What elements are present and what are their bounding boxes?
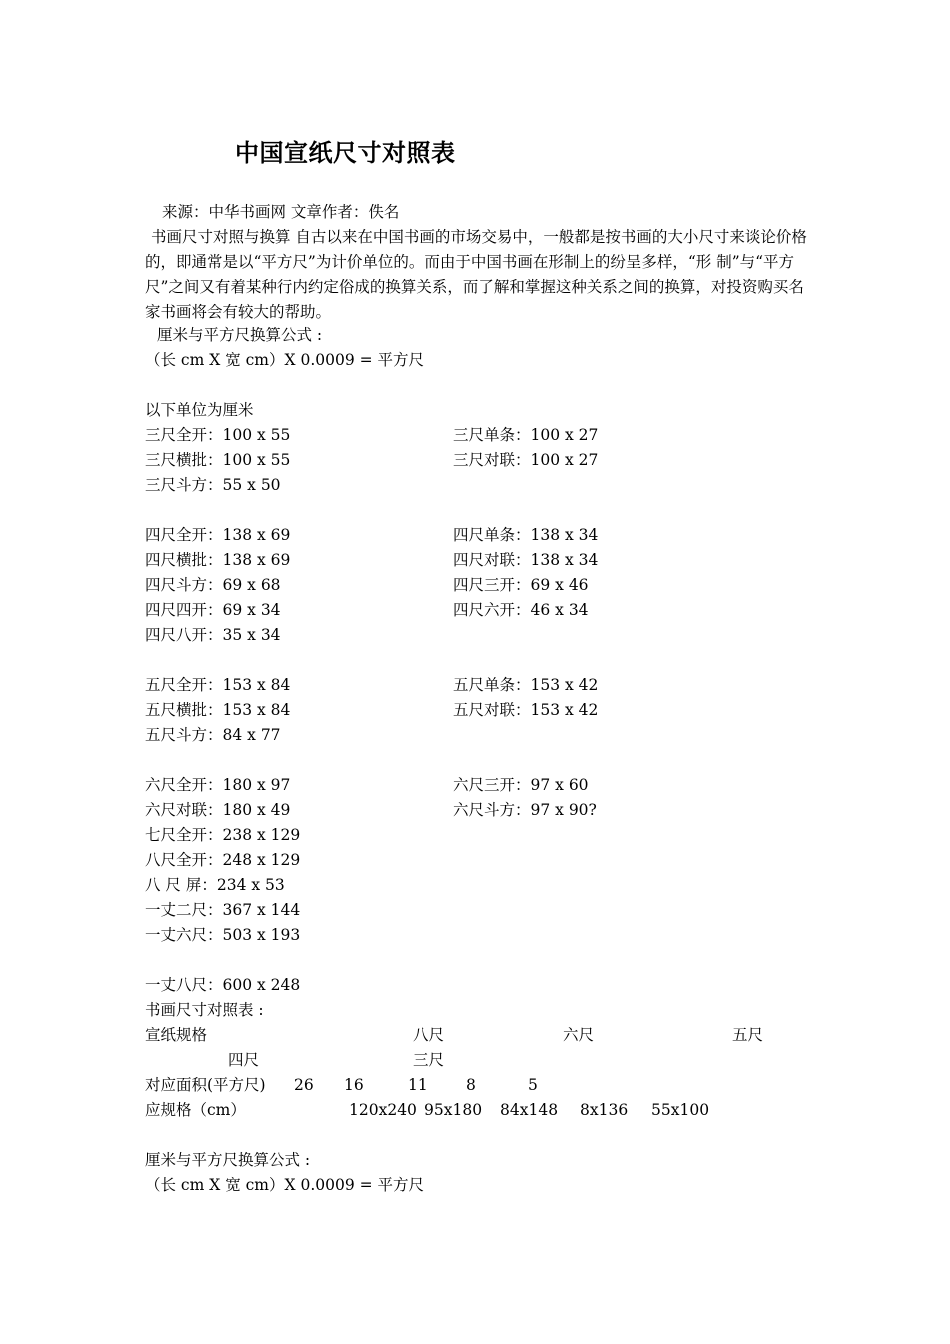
size-entry: 四尺八开：35 x 34 [145,626,281,644]
spec-cell: 五尺 [732,1026,764,1044]
size-entry: 一丈六尺：503 x 193 [145,926,301,944]
size-entry: 五尺全开：153 x 84 [145,676,291,694]
size-entry: 四尺单条：138 x 34 [453,526,599,544]
size-row [145,550,599,570]
size-row [145,600,589,620]
size-cell: 55x100 [651,1101,710,1119]
area-cell: 11 [408,1076,428,1094]
intro-paragraph: 书画尺寸对照与换算 自古以来在中国书画的市场交易中，一般都是按书画的大小尺寸来谈论价格的，即通常是以“平方尺”为计价单位的。而由于中国书画在形制上的纷呈多样，“形 制”与“平方尺”之间又有着某种行内约定俗成的换算关系，而了解和掌握这种关系之间的换算，对投资购买名家书画将会有较大的帮助。 [145,228,807,321]
size-entry: 六尺斗方：97 x 90? [453,801,597,819]
size-entry: 五尺斗方：84 x 77 [145,726,281,744]
formula-label-repeat: 厘米与平方尺换算公式 : [145,1151,311,1169]
area-label: 对应面积(平方尺) [145,1076,266,1094]
size-entry: 八 尺 屏：234 x 53 [145,876,285,894]
size-entry: 一丈二尺：367 x 144 [145,901,301,919]
size-row [145,575,589,595]
size-cell: 84x148 [500,1101,559,1119]
size-entry: 四尺全开：138 x 69 [145,526,291,544]
source-line: 来源：中华书画网 文章作者：佚名 [162,203,400,221]
area-cell: 5 [528,1076,538,1094]
spec-cell: 四尺 [228,1051,260,1069]
size-row [145,675,599,695]
size-row [145,425,599,445]
size-row [145,475,281,495]
spec-cell: 三尺 [413,1051,445,1069]
formula-label: 厘米与平方尺换算公式 : [157,326,323,344]
size-row [145,775,589,795]
spec-label: 宣纸规格 [145,1026,208,1044]
size-entry: 三尺全开：100 x 55 [145,426,291,444]
size-cell: 120x240 [349,1101,417,1119]
size-entry: 三尺单条：100 x 27 [453,426,599,444]
size-row [145,900,300,920]
formula-repeat: （长 cm X 宽 cm）X 0.0009 = 平方尺 [145,1176,425,1194]
size-entry: 六尺对联：180 x 49 [145,801,291,819]
size-row [145,525,599,545]
table-title: 书画尺寸对照表 : [145,1001,264,1019]
area-cell: 26 [294,1076,314,1094]
size-entry: 五尺横批：153 x 84 [145,701,291,719]
area-cell: 16 [344,1076,364,1094]
size-entry: 四尺六开：46 x 34 [453,601,589,619]
size-row [145,700,599,720]
size-entry: 五尺对联：153 x 42 [453,701,599,719]
size-entry: 三尺横批：100 x 55 [145,451,291,469]
unit-note: 以下单位为厘米 [145,401,254,419]
size-row [145,725,281,745]
size-entry: 三尺斗方：55 x 50 [145,476,281,494]
size-cell: 95x180 [424,1101,483,1119]
spec-cell: 八尺 [413,1026,445,1044]
spec-cell: 六尺 [563,1026,595,1044]
size-entry: 四尺三开：69 x 46 [453,576,589,594]
size-row [145,825,300,845]
size-row [145,450,599,470]
size-entry: 四尺斗方：69 x 68 [145,576,281,594]
size-entry: 八尺全开：248 x 129 [145,851,301,869]
size-entry: 一丈八尺：600 x 248 [145,976,301,994]
size-row [145,850,300,870]
size-entry: 四尺四开：69 x 34 [145,601,281,619]
area-cell: 8 [466,1076,476,1094]
size-entry: 七尺全开：238 x 129 [145,826,301,844]
size-entry: 五尺单条：153 x 42 [453,676,599,694]
size-row [145,925,300,945]
size-label: 应规格（cm） [145,1101,246,1119]
size-entry: 六尺三开：97 x 60 [453,776,589,794]
size-entry: 三尺对联：100 x 27 [453,451,599,469]
size-entry: 四尺横批：138 x 69 [145,551,291,569]
size-row [145,800,597,820]
size-row [145,625,281,645]
size-cell: 8x136 [580,1101,629,1119]
formula: （长 cm X 宽 cm）X 0.0009 = 平方尺 [145,351,425,369]
size-row [145,975,300,995]
size-entry: 六尺全开：180 x 97 [145,776,291,794]
size-entry: 四尺对联：138 x 34 [453,551,599,569]
page-title: 中国宣纸尺寸对照表 [235,139,456,167]
size-row [145,875,285,895]
